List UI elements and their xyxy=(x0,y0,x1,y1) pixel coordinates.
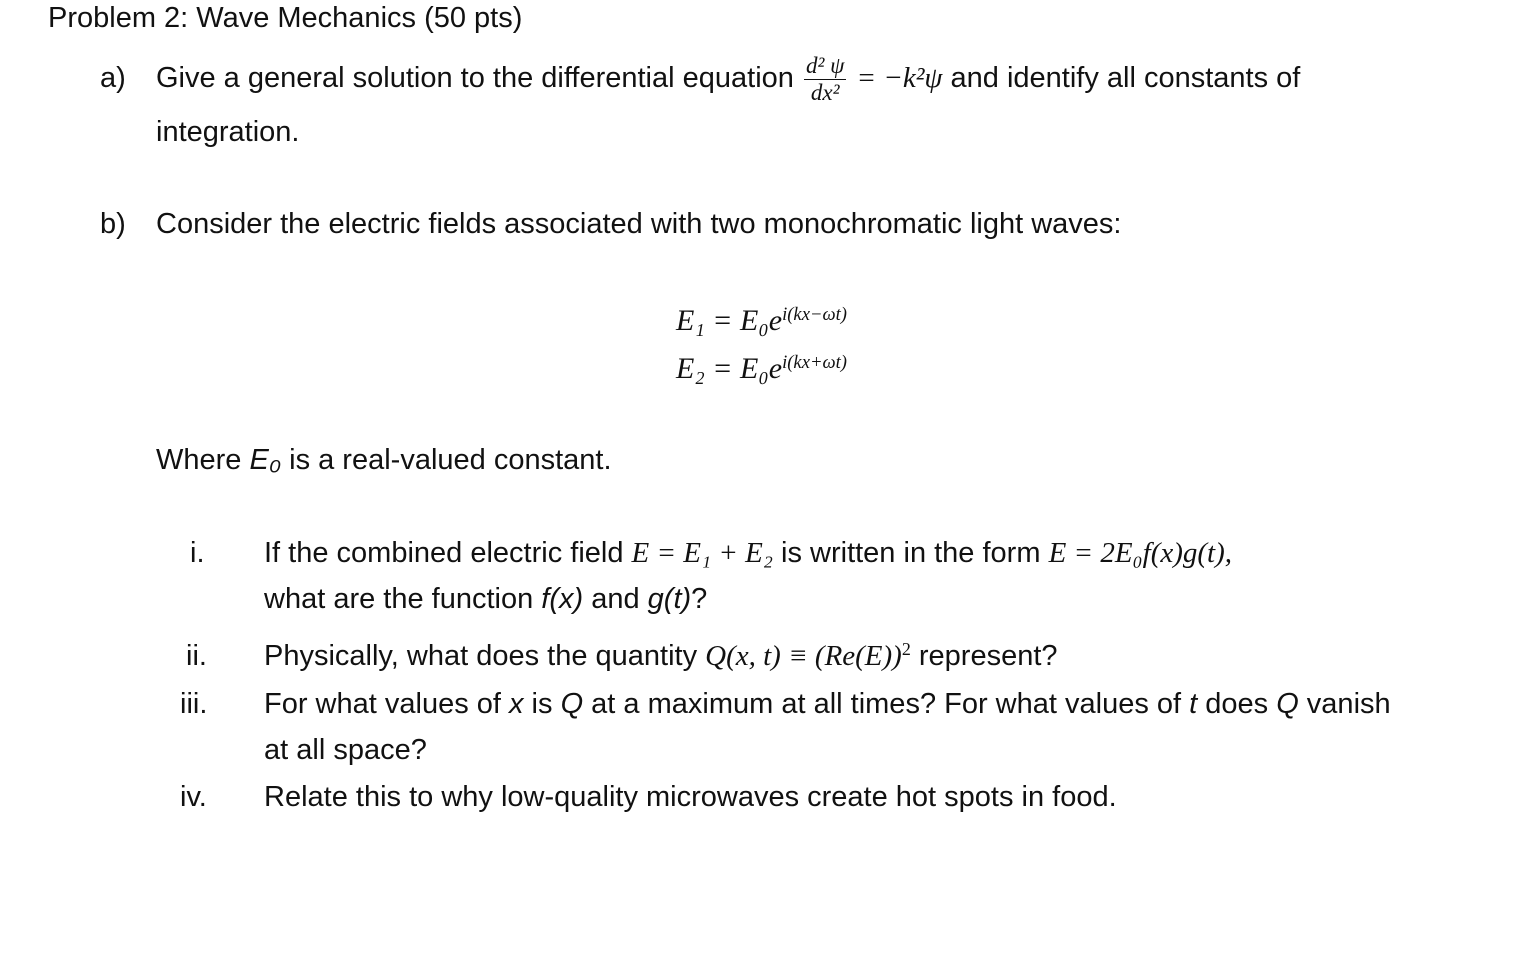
equation-e1 xyxy=(676,304,847,338)
variable-q-2: Q xyxy=(1276,688,1299,720)
fraction-denominator: dx² xyxy=(810,79,840,105)
subpart-iii-text4: does xyxy=(1197,688,1277,720)
subpart-ii-numeral: ii. xyxy=(186,640,207,672)
subpart-ii-line xyxy=(264,640,1058,673)
subpart-iii-text5: vanish xyxy=(1298,688,1391,720)
subpart-iii-line1 xyxy=(264,688,1391,721)
subpart-iv-numeral: iv. xyxy=(180,781,207,813)
equation-e1-lhs: E₁ = E₀e xyxy=(676,304,783,337)
part-b-marker: b) xyxy=(100,208,126,240)
equation-e1-exponent: i(kx−ωt) xyxy=(782,303,847,325)
function-gt: g(t) xyxy=(647,583,692,615)
where-prefix: Where xyxy=(156,444,250,476)
equation-rhs: = −k²ψ xyxy=(856,62,943,94)
subpart-i-numeral: i. xyxy=(190,537,205,569)
part-a-line2: integration. xyxy=(156,116,300,148)
subpart-i-text1: If the combined electric field xyxy=(264,537,632,569)
combined-field-eq: E = E₁ + E₂ xyxy=(631,537,773,569)
subpart-iii-numeral: iii. xyxy=(180,688,208,720)
subpart-i-text2: is written in the form xyxy=(772,537,1049,569)
subpart-iii-text3: at a maximum at all times? For what values of xyxy=(583,688,1190,720)
subpart-i-line2-prefix: what are the function xyxy=(264,583,542,615)
square-exponent: 2 xyxy=(901,639,911,660)
fraction-numerator: d² ψ xyxy=(805,52,845,78)
subpart-iii-line2: at all space? xyxy=(264,734,427,766)
part-a-marker: a) xyxy=(100,62,126,94)
subpart-ii-text1: Physically, what does the quantity xyxy=(264,640,706,672)
part-a-text-after: and identify all constants of xyxy=(950,62,1301,94)
quantity-q-eq: Q(x, t) ≡ (Re(E)) xyxy=(705,640,902,672)
where-line xyxy=(156,444,612,477)
problem-title: Problem 2: Wave Mechanics (50 pts) xyxy=(48,2,523,34)
subpart-i-line2 xyxy=(264,583,707,616)
where-variable: E₀ xyxy=(249,444,282,476)
variable-x: x xyxy=(509,688,524,720)
subpart-iii-text2: is xyxy=(523,688,561,720)
subpart-iv-text: Relate this to why low-quality microwaves create hot spots in food. xyxy=(264,781,1117,813)
subpart-i-and: and xyxy=(583,583,648,615)
equation-e2 xyxy=(676,352,847,386)
subpart-iii-text1: For what values of xyxy=(264,688,509,720)
variable-q-1: Q xyxy=(560,688,584,720)
subpart-ii-text2: represent? xyxy=(910,640,1058,672)
part-a-question xyxy=(156,50,1300,106)
derivative-fraction xyxy=(804,52,846,105)
equation-e2-exponent: i(kx+ωt) xyxy=(782,351,847,373)
function-fx: f(x) xyxy=(541,583,584,615)
subpart-i-line1 xyxy=(264,537,1232,570)
variable-t: t xyxy=(1189,688,1198,720)
part-b-intro: Consider the electric fields associated with two monochromatic light waves: xyxy=(156,208,1122,240)
field-form-eq: E = 2E₀f(x)g(t), xyxy=(1048,537,1233,569)
part-a-text-before: Give a general solution to the differential equation xyxy=(156,62,794,94)
where-suffix: is a real-valued constant. xyxy=(281,444,612,476)
equation-e2-lhs: E₂ = E₀e xyxy=(676,352,783,385)
subpart-i-qmark: ? xyxy=(691,583,708,615)
